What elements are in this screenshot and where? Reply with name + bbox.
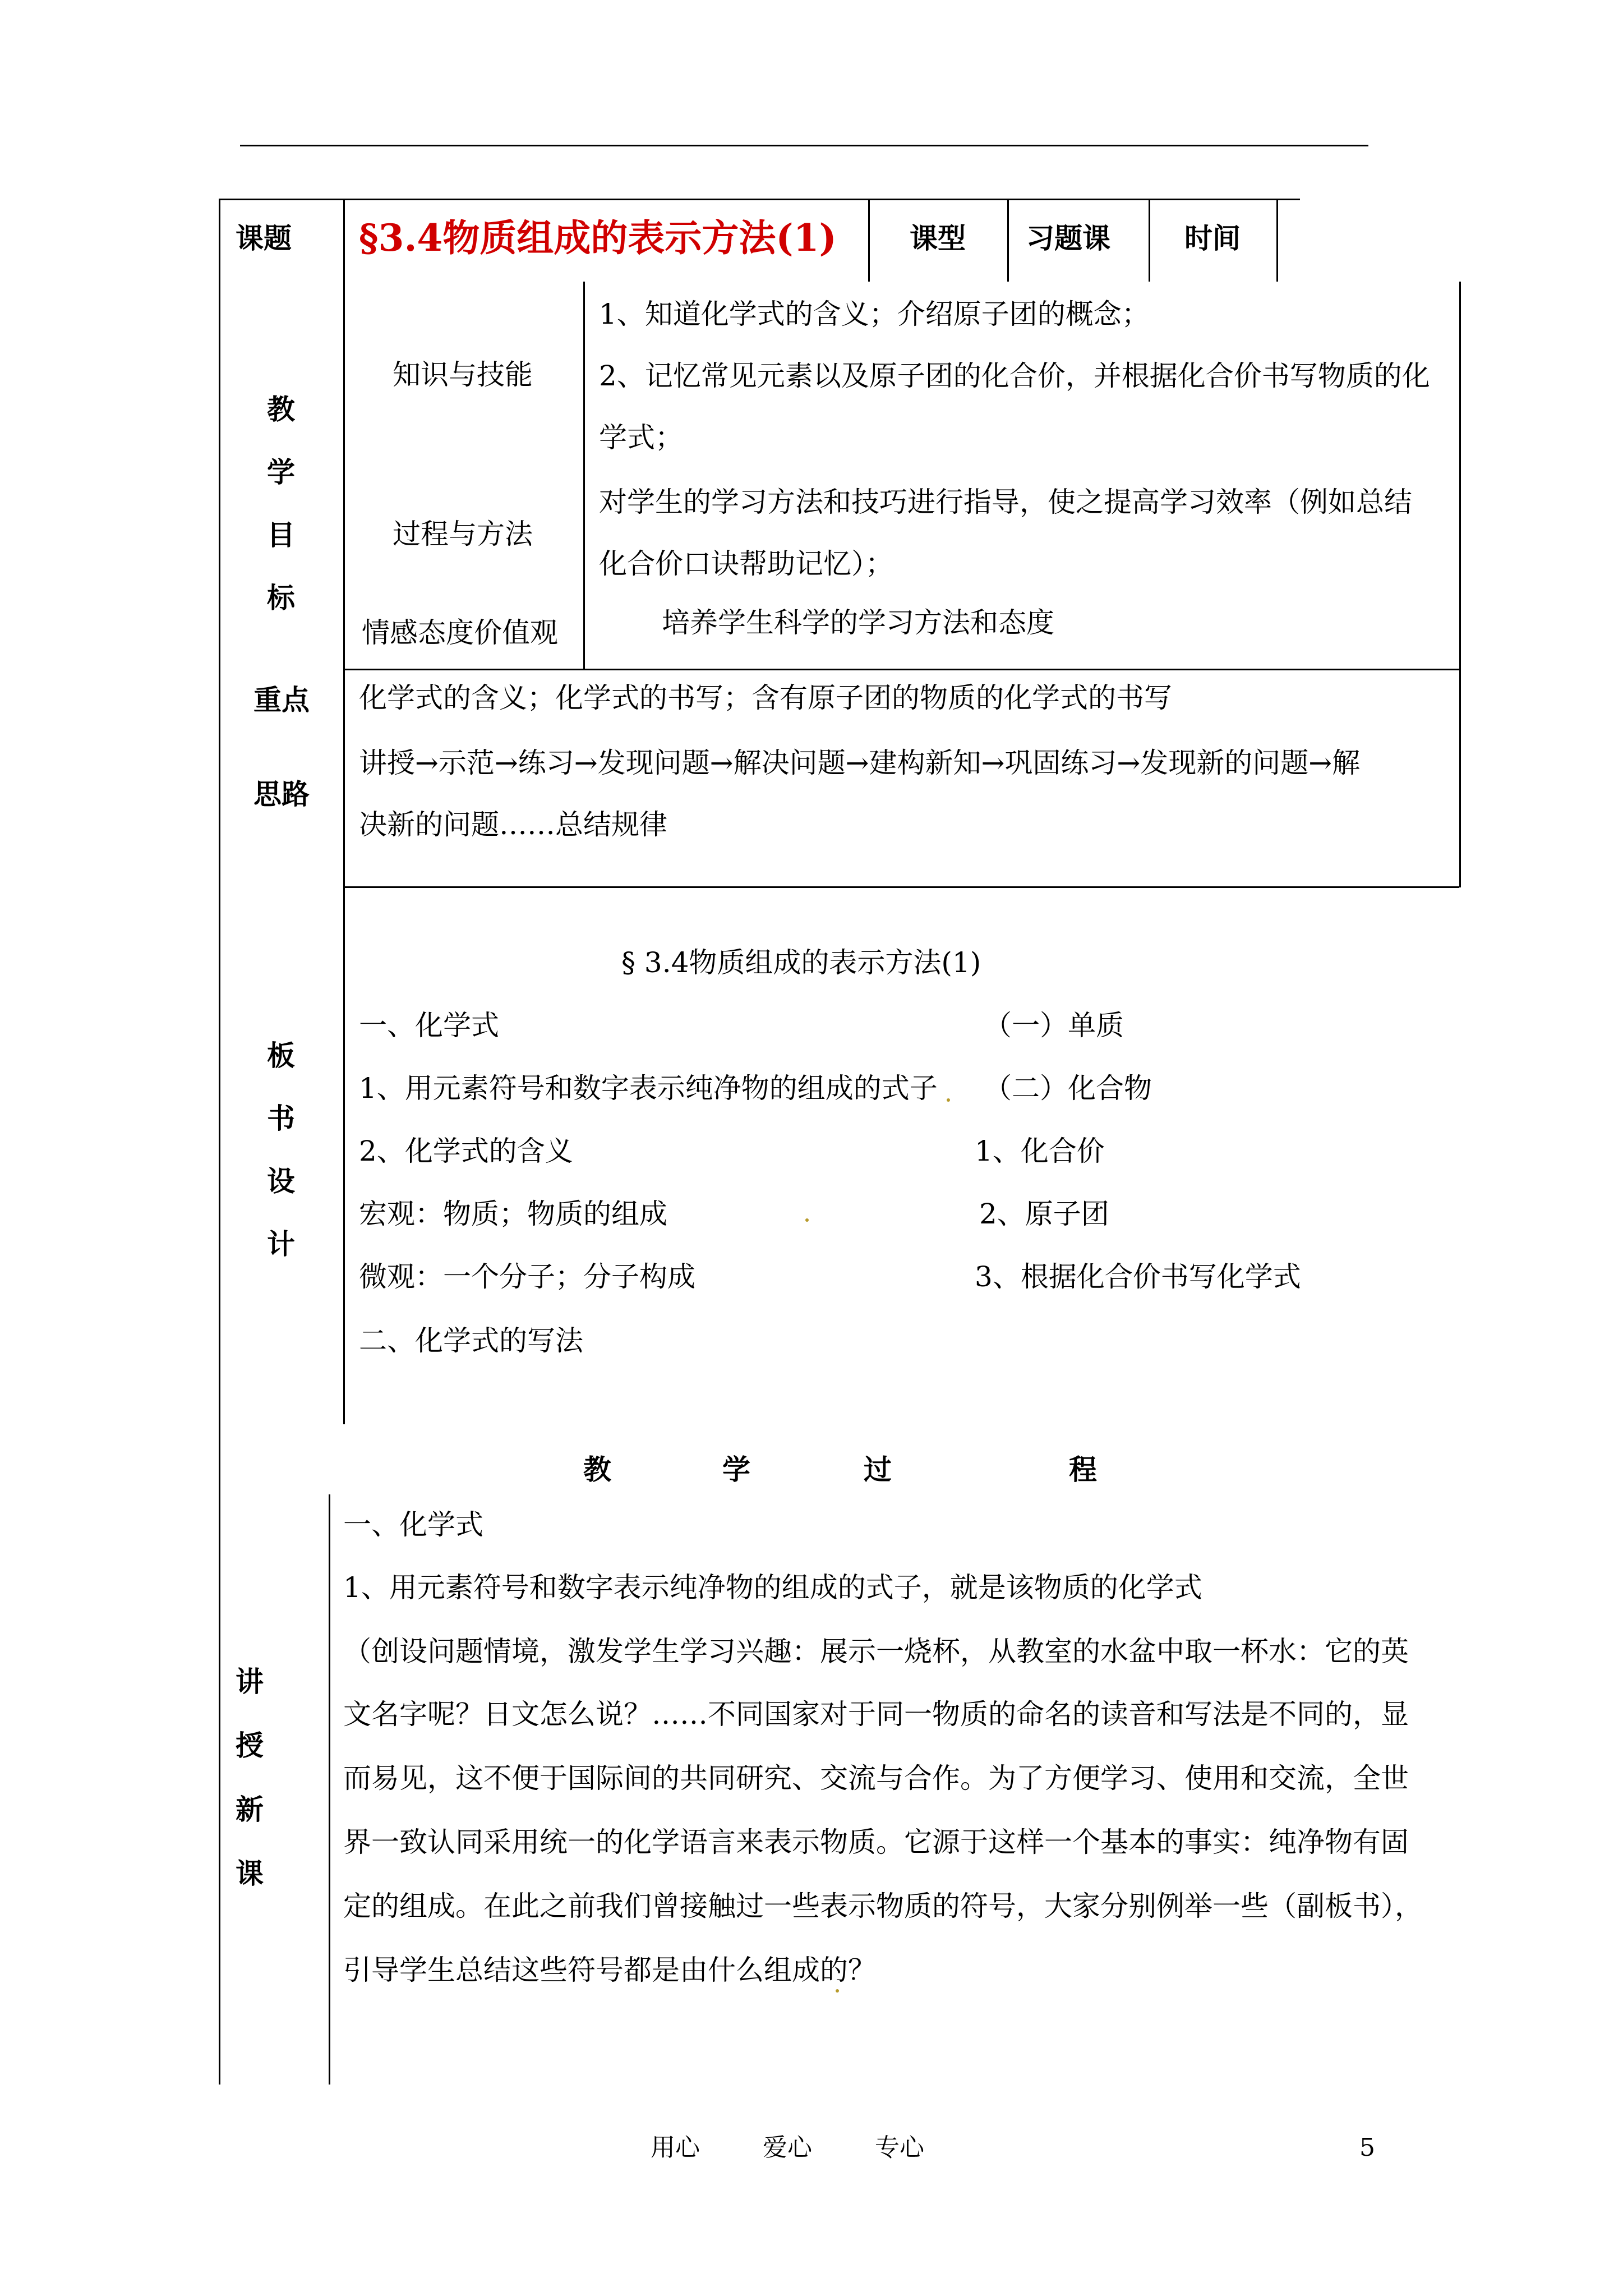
knowledge-line-2: 2、记忆常见元素以及原子团的化合价，并根据化合价书写物质的化 (599, 360, 1430, 392)
emotion-text: 培养学生科学的学习方法和态度 (662, 606, 1054, 639)
process-heading-char-3: 过 (864, 1453, 892, 1486)
process-heading-char-4: 程 (1069, 1453, 1097, 1486)
process-line-2: 1、用元素符号和数字表示纯净物的组成的式子，就是该物质的化学式 (343, 1571, 1202, 1604)
page-number: 5 (1359, 2133, 1375, 2162)
footer-motto-1: 用心 (651, 2133, 700, 2162)
process-line-5: 而易见，这不便于国际间的共同研究、交流与合作。为了方便学习、使用和交流，全世 (343, 1762, 1409, 1795)
process-line-4: 文名字呢？日文怎么说？……不同国家对于同一物质的命名的读音和写法是不同的，显 (343, 1698, 1409, 1731)
speck-mark (836, 1989, 839, 1993)
goals-bottom-border (343, 669, 1459, 670)
process-label-char-3: 新 (236, 1793, 264, 1826)
process-label-char-2: 授 (236, 1729, 264, 1762)
board-label-char-3: 设 (267, 1165, 295, 1198)
table-top-border (219, 199, 1300, 200)
goals-label-char-4: 标 (267, 581, 295, 614)
board-label-char-2: 书 (267, 1102, 295, 1135)
board-right-line-1: （一）单质 (984, 1009, 1124, 1042)
table-left-border (219, 199, 220, 2085)
board-right-line-2: （二）化合物 (984, 1072, 1152, 1105)
header-divider-1 (868, 199, 870, 282)
lesson-type-label: 课型 (910, 222, 966, 255)
process-heading-char-2: 学 (722, 1453, 750, 1486)
speck-mark (805, 1218, 809, 1222)
board-label-char-4: 计 (267, 1227, 295, 1260)
time-label: 时间 (1184, 222, 1241, 255)
process-line-1: 一、化学式 (343, 1508, 483, 1541)
goals-label-char-3: 目 (267, 518, 295, 551)
approach-line-1: 讲授→示范→练习→发现问题→解决问题→建构新知→巩固练习→发现新的问题→解 (359, 747, 1361, 779)
emotion-label: 情感态度价值观 (362, 616, 558, 649)
process-label-char-4: 课 (236, 1857, 264, 1890)
goals-label-char-2: 学 (267, 455, 295, 489)
approach-label: 思路 (253, 777, 310, 811)
table-right-border (1459, 282, 1461, 887)
process-method-line-1: 对学生的学习方法和技巧进行指导，使之提高学习效率（例如总结 (599, 486, 1412, 518)
process-label-border (329, 1494, 330, 2085)
process-method-label: 过程与方法 (393, 518, 533, 550)
approach-line-2: 决新的问题……总结规律 (359, 808, 667, 841)
board-left-line-6: 二、化学式的写法 (359, 1324, 583, 1357)
board-left-line-3: 2、化学式的含义 (359, 1135, 573, 1167)
header-divider-4 (1276, 199, 1278, 282)
approach-bottom-border (343, 886, 1459, 888)
lesson-title: §3.4物质组成的表示方法(1) (359, 216, 837, 260)
board-right-line-5: 3、根据化合价书写化学式 (975, 1260, 1301, 1293)
knowledge-label: 知识与技能 (393, 358, 533, 391)
process-label-char-1: 讲 (236, 1665, 264, 1698)
footer-motto-3: 专心 (875, 2133, 924, 2162)
process-heading-char-1: 教 (583, 1453, 611, 1486)
process-line-6: 界一致认同采用统一的化学语言来表示物质。它源于这样一个基本的事实：纯净物有固 (343, 1826, 1409, 1858)
goals-inner-border (583, 282, 585, 669)
board-left-line-2: 1、用元素符号和数字表示纯净物的组成的式子 (359, 1072, 938, 1105)
board-title: § 3.4物质组成的表示方法(1) (621, 946, 981, 979)
process-line-7: 定的组成。在此之前我们曾接触过一些表示物质的符号，大家分别例举一些（副板书）， (343, 1890, 1423, 1922)
header-divider-2 (1007, 199, 1009, 282)
header-rule (240, 145, 1368, 146)
board-label-char-1: 板 (267, 1039, 295, 1072)
board-left-line-5: 微观：一个分子；分子构成 (359, 1260, 695, 1293)
speck-mark (947, 1098, 950, 1102)
footer-motto-2: 爱心 (763, 2133, 812, 2162)
board-right-line-3: 1、化合价 (975, 1135, 1105, 1167)
process-line-3: （创设问题情境，激发学生学习兴趣：展示一烧杯，从教室的水盆中取一杯水：它的英 (343, 1635, 1409, 1668)
title-label: 课题 (236, 222, 292, 255)
key-points-label: 重点 (253, 683, 310, 716)
key-points-text: 化学式的含义；化学式的书写；含有原子团的物质的化学式的书写 (359, 682, 1172, 714)
process-line-8: 引导学生总结这些符号都是由什么组成的？ (343, 1954, 876, 1986)
process-method-line-2: 化合价口诀帮助记忆）； (599, 547, 893, 580)
board-left-line-4: 宏观：物质；物质的组成 (359, 1198, 667, 1230)
board-left-line-1: 一、化学式 (359, 1009, 499, 1042)
knowledge-line-3: 学式； (599, 421, 683, 454)
header-divider-3 (1149, 199, 1150, 282)
knowledge-line-1: 1、知道化学式的含义；介绍原子团的概念； (599, 298, 1150, 330)
lesson-type-value: 习题课 (1026, 222, 1110, 255)
goals-label-char-1: 教 (267, 393, 295, 426)
label-column-border (343, 199, 345, 1424)
board-right-line-4: 2、原子团 (979, 1198, 1109, 1230)
